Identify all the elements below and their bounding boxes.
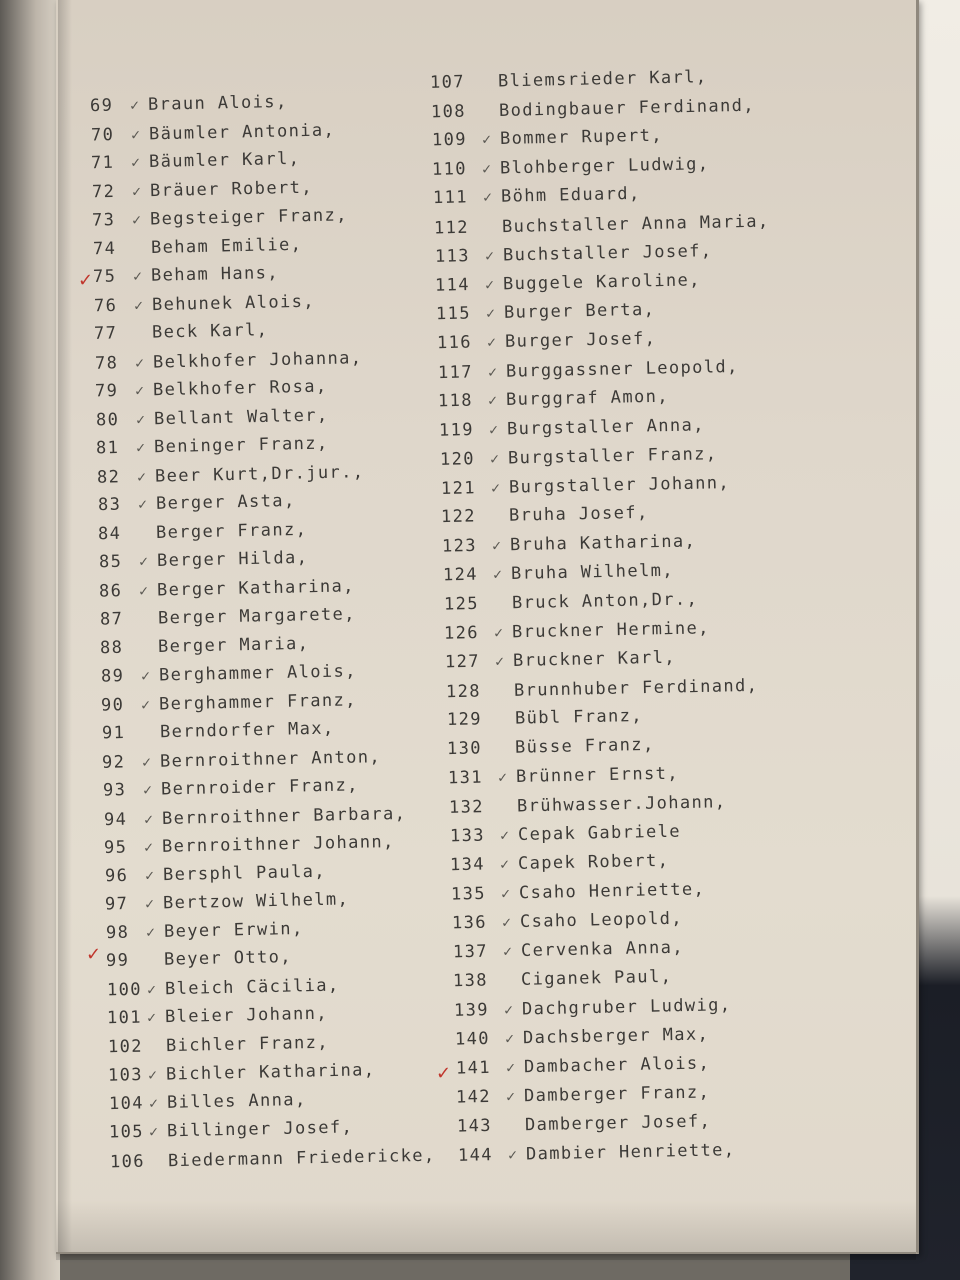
entry-name: Bleier Johann, bbox=[165, 1003, 329, 1028]
entry-name: Bommer Rupert, bbox=[499, 125, 663, 149]
entry-number: 124 bbox=[442, 564, 478, 586]
entry-name: Bleich Cäcilia, bbox=[164, 975, 340, 999]
check-mark-icon: ✓ bbox=[146, 979, 158, 999]
entry-number: 79 bbox=[95, 380, 119, 402]
check-mark-icon: ✓ bbox=[507, 1145, 519, 1164]
entry-number: 137 bbox=[452, 941, 488, 963]
entry-name: Dachsberger Max, bbox=[522, 1024, 710, 1049]
check-mark-icon: ✓ bbox=[133, 295, 145, 314]
check-mark-icon: ✓ bbox=[145, 922, 157, 941]
entry-name: Beer Kurt,Dr.jur., bbox=[154, 461, 365, 487]
entry-name: Bodingbauer Ferdinand, bbox=[498, 95, 755, 121]
entry-name: Bäumler Antonia, bbox=[148, 119, 335, 144]
entry-number: 121 bbox=[440, 478, 476, 500]
red-check-mark-icon: ✓ bbox=[86, 944, 102, 965]
entry-name: Csaho Henriette, bbox=[518, 879, 706, 904]
check-mark-icon: ✓ bbox=[130, 125, 142, 144]
entry-number: 117 bbox=[437, 362, 473, 384]
check-mark-icon: ✓ bbox=[489, 449, 501, 468]
entry-number: 119 bbox=[438, 420, 475, 441]
entry-number: 123 bbox=[441, 535, 478, 557]
entry-name: Berger Franz, bbox=[155, 519, 308, 543]
entry-name: Buchstaller Anna Maria, bbox=[501, 211, 770, 238]
check-mark-icon: ✓ bbox=[499, 826, 511, 845]
entry-name: Capek Robert, bbox=[518, 850, 670, 874]
entry-name: Damberger Josef, bbox=[525, 1111, 712, 1136]
entry-name: Brünner Ernst, bbox=[515, 763, 680, 787]
check-mark-icon: ✓ bbox=[139, 581, 150, 600]
check-mark-icon: ✓ bbox=[136, 467, 148, 486]
check-mark-icon: ✓ bbox=[505, 1058, 517, 1077]
entry-name: Buggele Karoline, bbox=[503, 270, 702, 295]
entry-number: 85 bbox=[98, 551, 123, 573]
background-left-edge bbox=[0, 0, 60, 1280]
entry-name: Belkhofer Johanna, bbox=[152, 347, 363, 373]
list-entry bbox=[97, 491, 295, 515]
check-mark-icon: ✓ bbox=[485, 304, 497, 323]
entry-name: Bräuer Robert, bbox=[149, 177, 313, 201]
entry-number: 88 bbox=[100, 637, 124, 658]
entry-name: Burger Josef, bbox=[504, 328, 657, 352]
check-mark-icon: ✓ bbox=[482, 159, 493, 178]
entry-name: Beck Karl, bbox=[152, 320, 269, 343]
entry-number: 127 bbox=[444, 651, 481, 673]
entry-number: 142 bbox=[456, 1086, 492, 1108]
check-mark-icon: ✓ bbox=[144, 865, 156, 884]
entry-name: Biedermann Friedericke, bbox=[167, 1145, 436, 1171]
entry-name: Billinger Josef, bbox=[167, 1117, 354, 1142]
list-entry bbox=[107, 975, 340, 1000]
entry-name: Berger Hilda, bbox=[156, 547, 309, 571]
entry-name: Burgstaller Anna, bbox=[506, 415, 706, 440]
entry-number: 135 bbox=[451, 883, 487, 905]
check-mark-icon: ✓ bbox=[147, 1008, 158, 1027]
entry-number: 144 bbox=[457, 1145, 494, 1166]
list-entry bbox=[106, 947, 292, 971]
check-mark-icon: ✓ bbox=[138, 552, 150, 571]
check-mark-icon: ✓ bbox=[492, 565, 504, 584]
check-mark-icon: ✓ bbox=[506, 1087, 518, 1106]
check-mark-icon: ✓ bbox=[142, 780, 154, 799]
check-mark-icon: ✓ bbox=[135, 381, 147, 400]
entry-number: 108 bbox=[430, 101, 466, 123]
check-mark-icon: ✓ bbox=[504, 1000, 515, 1019]
check-mark-icon: ✓ bbox=[131, 181, 143, 200]
entry-name: Böhm Eduard, bbox=[500, 183, 641, 207]
list-entry bbox=[94, 320, 269, 344]
entry-name: Berger Asta, bbox=[155, 490, 296, 514]
entry-name: Brunnhuber Ferdinand, bbox=[513, 675, 759, 701]
list-entry bbox=[91, 177, 312, 202]
entry-number: 92 bbox=[102, 751, 126, 773]
entry-number: 143 bbox=[457, 1115, 493, 1137]
entry-name: Bernroithner Anton, bbox=[160, 746, 382, 772]
entry-name: Bruha Katharina, bbox=[509, 531, 697, 556]
entry-name: Cervenka Anna, bbox=[520, 937, 684, 961]
entry-name: Blohberger Ludwig, bbox=[500, 154, 710, 179]
entry-number: 77 bbox=[94, 323, 118, 344]
entry-name: Burgstaller Franz, bbox=[507, 444, 718, 469]
entry-number: 129 bbox=[446, 709, 482, 731]
entry-number: 110 bbox=[432, 159, 468, 180]
entry-number: 114 bbox=[435, 275, 471, 296]
check-mark-icon: ✓ bbox=[500, 855, 512, 874]
entry-number: 111 bbox=[432, 187, 469, 209]
check-mark-icon: ✓ bbox=[129, 96, 141, 115]
entry-number: 113 bbox=[434, 246, 470, 267]
entry-name: Bübl Franz, bbox=[514, 705, 643, 729]
entry-name: Dachgruber Ludwig, bbox=[522, 995, 732, 1020]
entry-number: 134 bbox=[450, 854, 486, 876]
entry-number: 93 bbox=[102, 780, 127, 801]
entry-number: 118 bbox=[438, 390, 474, 412]
entry-number: 141 bbox=[455, 1057, 491, 1079]
entry-number: 103 bbox=[108, 1065, 144, 1086]
entry-number: 139 bbox=[454, 1000, 490, 1021]
entry-number: 81 bbox=[96, 437, 120, 459]
entry-name: Bruckner Hermine, bbox=[512, 618, 711, 643]
entry-name: Büsse Franz, bbox=[515, 734, 656, 758]
entry-number: 95 bbox=[103, 837, 128, 859]
entry-name: Burggassner Leopold, bbox=[505, 356, 739, 382]
entry-number: 100 bbox=[106, 979, 142, 1000]
entry-number: 126 bbox=[444, 623, 480, 644]
check-mark-icon: ✓ bbox=[136, 438, 148, 457]
entry-number: 138 bbox=[453, 970, 489, 992]
entry-number: 136 bbox=[451, 912, 488, 934]
entry-number: 130 bbox=[447, 738, 483, 760]
entry-name: Bichler Franz, bbox=[165, 1032, 329, 1056]
entry-name: Beyer Otto, bbox=[164, 947, 293, 970]
entry-name: Berghammer Franz, bbox=[159, 689, 358, 714]
entry-name: Bruha Josef, bbox=[509, 502, 650, 526]
check-mark-icon: ✓ bbox=[149, 1122, 161, 1141]
check-mark-icon: ✓ bbox=[488, 420, 500, 439]
entry-name: Dambier Henriette, bbox=[525, 1140, 736, 1165]
entry-name: Bliemsrieder Karl, bbox=[497, 67, 708, 92]
check-mark-icon: ✓ bbox=[491, 536, 503, 555]
entry-name: Csaho Leopold, bbox=[519, 908, 684, 932]
entry-name: Beham Emilie, bbox=[150, 234, 303, 258]
list-entry bbox=[104, 861, 325, 886]
check-mark-icon: ✓ bbox=[504, 1029, 516, 1048]
list-entry bbox=[100, 633, 310, 657]
check-mark-icon: ✓ bbox=[502, 942, 514, 961]
entry-name: Belkhofer Rosa, bbox=[153, 376, 329, 401]
entry-number: 133 bbox=[449, 825, 485, 847]
entry-number: 98 bbox=[105, 922, 130, 943]
list-entry bbox=[108, 1032, 329, 1057]
entry-name: Bernroider Franz, bbox=[160, 775, 359, 800]
entry-number: 72 bbox=[91, 181, 116, 202]
entry-name: Burger Berta, bbox=[503, 299, 656, 323]
entry-number: 140 bbox=[454, 1028, 491, 1050]
entry-name: Beninger Franz, bbox=[154, 433, 330, 458]
entry-name: Bichler Katharina, bbox=[166, 1060, 376, 1085]
entry-number: 125 bbox=[443, 593, 479, 615]
entry-number: 90 bbox=[101, 694, 125, 716]
entry-number: 109 bbox=[431, 129, 467, 151]
entry-number: 104 bbox=[108, 1092, 145, 1114]
entry-number: 83 bbox=[97, 494, 122, 516]
entry-number: 69 bbox=[89, 95, 114, 117]
entry-name: Bertzow Wilhelm, bbox=[162, 889, 350, 914]
check-mark-icon: ✓ bbox=[148, 1065, 160, 1084]
check-mark-icon: ✓ bbox=[486, 333, 498, 352]
entry-number: 122 bbox=[441, 506, 477, 528]
check-mark-icon: ✓ bbox=[141, 695, 152, 714]
red-check-mark-icon: ✓ bbox=[78, 270, 94, 291]
entry-number: 82 bbox=[96, 466, 121, 488]
entry-number: 97 bbox=[104, 894, 129, 915]
check-mark-icon: ✓ bbox=[144, 894, 156, 913]
entry-name: Billes Anna, bbox=[166, 1089, 307, 1113]
entry-name: Bruck Anton,Dr., bbox=[511, 589, 698, 614]
entry-number: 96 bbox=[104, 865, 129, 886]
entry-name: Berndorfer Max, bbox=[159, 718, 335, 743]
entry-name: Bruckner Karl, bbox=[512, 647, 677, 671]
entry-name: Berghammer Alois, bbox=[158, 661, 357, 686]
list-entry bbox=[96, 405, 329, 430]
entry-name: Brühwasser.Johann, bbox=[516, 792, 727, 817]
check-mark-icon: ✓ bbox=[135, 409, 147, 429]
entry-number: 78 bbox=[94, 352, 119, 374]
check-mark-icon: ✓ bbox=[501, 913, 513, 932]
entry-name: Buchstaller Josef, bbox=[502, 241, 713, 266]
entry-number: 84 bbox=[97, 523, 122, 544]
entry-number: 128 bbox=[445, 681, 482, 703]
entry-number: 74 bbox=[92, 238, 117, 259]
entry-name: Behunek Alois, bbox=[151, 291, 315, 315]
check-mark-icon: ✓ bbox=[137, 495, 149, 514]
list-entry bbox=[105, 918, 303, 942]
list-entry bbox=[446, 706, 642, 730]
entry-number: 80 bbox=[95, 409, 120, 430]
entry-name: Braun Alois, bbox=[147, 91, 288, 115]
entry-number: 112 bbox=[433, 217, 469, 239]
entry-number: 73 bbox=[91, 210, 116, 231]
entry-name: Damberger Franz, bbox=[524, 1082, 711, 1107]
entry-number: 86 bbox=[99, 580, 123, 602]
entry-name: Ciganek Paul, bbox=[521, 966, 673, 990]
entry-number: 71 bbox=[90, 152, 115, 174]
list-entry bbox=[93, 234, 303, 258]
entry-number: 102 bbox=[107, 1036, 143, 1057]
entry-number: 105 bbox=[109, 1121, 145, 1143]
entry-number: 115 bbox=[435, 303, 472, 325]
entry-name: Berger Katharina, bbox=[156, 575, 356, 600]
check-mark-icon: ✓ bbox=[140, 666, 152, 685]
paper-bottom-shadow bbox=[56, 1200, 916, 1260]
entry-name: Cepak Gabriele bbox=[517, 821, 681, 845]
list-entry bbox=[94, 291, 315, 316]
check-mark-icon: ✓ bbox=[490, 478, 502, 497]
entry-name: Bernroithner Johann, bbox=[161, 831, 395, 857]
check-mark-icon: ✓ bbox=[494, 652, 506, 671]
check-mark-icon: ✓ bbox=[488, 391, 499, 410]
entry-number: 75 bbox=[93, 266, 117, 287]
list-entry bbox=[109, 1089, 307, 1113]
entry-name: Burggraf Amon, bbox=[506, 386, 670, 410]
check-mark-icon: ✓ bbox=[148, 1093, 160, 1112]
entry-number: 131 bbox=[447, 767, 484, 789]
entry-number: 91 bbox=[101, 722, 126, 744]
check-mark-icon: ✓ bbox=[142, 752, 154, 771]
entry-number: 132 bbox=[448, 797, 485, 818]
entry-number: 94 bbox=[103, 809, 128, 830]
check-mark-icon: ✓ bbox=[130, 153, 142, 172]
check-mark-icon: ✓ bbox=[134, 353, 146, 372]
entry-name: Berger Maria, bbox=[158, 633, 310, 657]
entry-name: Dambacher Alois, bbox=[523, 1053, 711, 1078]
entry-name: Begsteiger Franz, bbox=[149, 205, 349, 230]
entry-name: Burgstaller Johann, bbox=[508, 472, 730, 498]
entry-name: Bersphl Paula, bbox=[162, 861, 326, 885]
entry-name: Beham Hans, bbox=[151, 263, 280, 286]
list-entry bbox=[98, 519, 308, 543]
entry-name: Berger Margarete, bbox=[157, 604, 356, 629]
entry-number: 107 bbox=[429, 72, 466, 93]
entry-number: 89 bbox=[100, 666, 125, 687]
check-mark-icon: ✓ bbox=[143, 837, 155, 857]
entry-number: 106 bbox=[109, 1151, 146, 1172]
entry-name: Beyer Erwin, bbox=[163, 918, 304, 942]
check-mark-icon: ✓ bbox=[487, 362, 499, 382]
check-mark-icon: ✓ bbox=[497, 768, 509, 787]
check-mark-icon: ✓ bbox=[482, 187, 494, 207]
entry-number: 101 bbox=[107, 1007, 143, 1029]
entry-number: 120 bbox=[439, 449, 475, 470]
paper-fold-shadow bbox=[58, 0, 72, 1252]
check-mark-icon: ✓ bbox=[485, 275, 496, 294]
entry-number: 87 bbox=[99, 609, 124, 630]
check-mark-icon: ✓ bbox=[133, 266, 144, 286]
entry-number: 99 bbox=[106, 950, 130, 971]
check-mark-icon: ✓ bbox=[481, 130, 493, 149]
entry-number: 116 bbox=[436, 332, 472, 354]
check-mark-icon: ✓ bbox=[501, 884, 512, 903]
entry-number: 70 bbox=[90, 124, 115, 146]
entry-name: Bruha Wilhelm, bbox=[510, 560, 674, 584]
entry-name: Bellant Walter, bbox=[153, 405, 329, 429]
check-mark-icon: ✓ bbox=[143, 809, 155, 828]
entry-name: Bäumler Karl, bbox=[148, 148, 301, 172]
list-entry bbox=[93, 263, 279, 287]
check-mark-icon: ✓ bbox=[484, 246, 496, 265]
list-entry bbox=[90, 92, 288, 116]
check-mark-icon: ✓ bbox=[494, 623, 506, 642]
entry-number: 76 bbox=[93, 295, 118, 316]
red-check-mark-icon: ✓ bbox=[436, 1063, 452, 1084]
check-mark-icon: ✓ bbox=[131, 210, 143, 229]
entry-name: Bernroithner Barbara, bbox=[161, 803, 407, 829]
